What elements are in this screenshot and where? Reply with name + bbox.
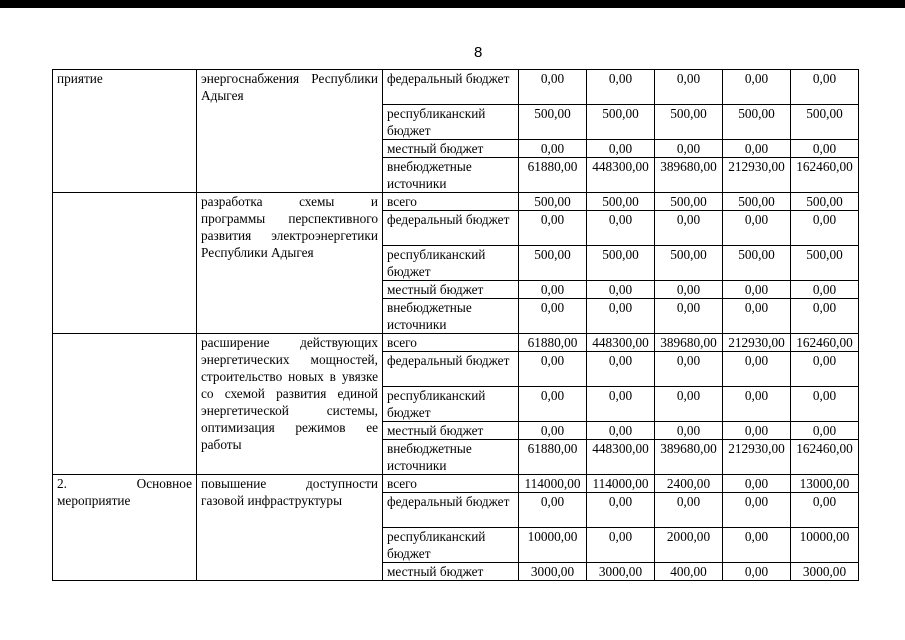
funding-source-cell: всего <box>383 334 519 352</box>
activity-cell <box>53 193 197 334</box>
value-cell: 500,00 <box>587 105 655 140</box>
funding-source-cell: республиканский бюджет <box>383 528 519 563</box>
value-cell: 0,00 <box>791 140 859 158</box>
value-cell: 448300,00 <box>587 334 655 352</box>
value-cell: 162460,00 <box>791 334 859 352</box>
value-cell: 61880,00 <box>519 334 587 352</box>
measure-cell: разработка схемы и программы перспективного развития электроэнергетики Республики Адыгея <box>197 193 383 334</box>
funding-source-cell: местный бюджет <box>383 281 519 299</box>
value-cell: 500,00 <box>519 193 587 211</box>
value-cell: 0,00 <box>587 387 655 422</box>
table-row <box>53 334 859 352</box>
value-cell: 448300,00 <box>587 440 655 475</box>
value-cell: 0,00 <box>723 475 791 493</box>
value-cell: 0,00 <box>655 140 723 158</box>
value-cell: 0,00 <box>519 299 587 334</box>
value-cell: 0,00 <box>723 70 791 105</box>
funding-source-cell: всего <box>383 193 519 211</box>
value-cell: 0,00 <box>791 493 859 528</box>
value-cell: 0,00 <box>587 140 655 158</box>
value-cell: 0,00 <box>655 299 723 334</box>
value-cell: 0,00 <box>519 493 587 528</box>
value-cell: 0,00 <box>587 70 655 105</box>
value-cell: 0,00 <box>723 422 791 440</box>
activity-cell: приятие <box>53 70 197 193</box>
activity-cell <box>53 334 197 475</box>
funding-source-cell: местный бюджет <box>383 140 519 158</box>
value-cell: 500,00 <box>587 193 655 211</box>
value-cell: 10000,00 <box>519 528 587 563</box>
value-cell: 0,00 <box>519 387 587 422</box>
activity-cell: 2. Основное мероприятие <box>53 475 197 581</box>
value-cell: 13000,00 <box>791 475 859 493</box>
funding-source-cell: республиканский бюджет <box>383 105 519 140</box>
funding-source-cell: внебюджетные источники <box>383 158 519 193</box>
value-cell: 0,00 <box>519 70 587 105</box>
value-cell: 0,00 <box>655 387 723 422</box>
value-cell: 162460,00 <box>791 158 859 193</box>
value-cell: 3000,00 <box>791 563 859 581</box>
budget-table <box>52 69 859 581</box>
value-cell: 61880,00 <box>519 158 587 193</box>
value-cell: 0,00 <box>655 352 723 387</box>
value-cell: 389680,00 <box>655 334 723 352</box>
value-cell: 0,00 <box>791 299 859 334</box>
value-cell: 0,00 <box>791 352 859 387</box>
value-cell: 500,00 <box>723 193 791 211</box>
value-cell: 0,00 <box>723 281 791 299</box>
measure-cell: повышение доступности газовой инфраструктуры <box>197 475 383 581</box>
value-cell: 162460,00 <box>791 440 859 475</box>
value-cell: 212930,00 <box>723 334 791 352</box>
value-cell: 0,00 <box>519 211 587 246</box>
value-cell: 0,00 <box>723 528 791 563</box>
value-cell: 0,00 <box>791 422 859 440</box>
page-number: 8 <box>474 44 483 61</box>
table-row <box>53 193 859 211</box>
value-cell: 0,00 <box>655 281 723 299</box>
value-cell: 114000,00 <box>519 475 587 493</box>
value-cell: 389680,00 <box>655 158 723 193</box>
value-cell: 500,00 <box>587 246 655 281</box>
value-cell: 0,00 <box>723 387 791 422</box>
value-cell: 0,00 <box>587 528 655 563</box>
value-cell: 0,00 <box>519 352 587 387</box>
value-cell: 500,00 <box>791 105 859 140</box>
value-cell: 3000,00 <box>587 563 655 581</box>
funding-source-cell: федеральный бюджет <box>383 352 519 387</box>
value-cell: 61880,00 <box>519 440 587 475</box>
value-cell: 2400,00 <box>655 475 723 493</box>
value-cell: 0,00 <box>587 422 655 440</box>
value-cell: 3000,00 <box>519 563 587 581</box>
value-cell: 500,00 <box>519 105 587 140</box>
value-cell: 0,00 <box>791 387 859 422</box>
value-cell: 212930,00 <box>723 158 791 193</box>
value-cell: 0,00 <box>587 211 655 246</box>
value-cell: 500,00 <box>519 246 587 281</box>
funding-source-cell: республиканский бюджет <box>383 387 519 422</box>
value-cell: 500,00 <box>655 105 723 140</box>
value-cell: 500,00 <box>723 246 791 281</box>
value-cell: 500,00 <box>723 105 791 140</box>
value-cell: 448300,00 <box>587 158 655 193</box>
value-cell: 0,00 <box>655 493 723 528</box>
value-cell: 0,00 <box>519 140 587 158</box>
funding-source-cell: местный бюджет <box>383 422 519 440</box>
value-cell: 0,00 <box>587 493 655 528</box>
value-cell: 0,00 <box>723 352 791 387</box>
value-cell: 0,00 <box>723 140 791 158</box>
value-cell: 400,00 <box>655 563 723 581</box>
value-cell: 500,00 <box>655 246 723 281</box>
value-cell: 0,00 <box>791 281 859 299</box>
funding-source-cell: внебюджетные источники <box>383 299 519 334</box>
value-cell: 0,00 <box>655 422 723 440</box>
value-cell: 0,00 <box>587 299 655 334</box>
value-cell: 10000,00 <box>791 528 859 563</box>
value-cell: 0,00 <box>587 281 655 299</box>
value-cell: 114000,00 <box>587 475 655 493</box>
top-border-bar <box>0 0 905 8</box>
table-row <box>53 475 859 493</box>
value-cell: 212930,00 <box>723 440 791 475</box>
funding-source-cell: федеральный бюджет <box>383 70 519 105</box>
table-row <box>53 70 859 105</box>
funding-source-cell: всего <box>383 475 519 493</box>
value-cell: 389680,00 <box>655 440 723 475</box>
funding-source-cell: федеральный бюджет <box>383 211 519 246</box>
value-cell: 0,00 <box>723 563 791 581</box>
funding-source-cell: местный бюджет <box>383 563 519 581</box>
value-cell: 0,00 <box>519 422 587 440</box>
value-cell: 0,00 <box>655 211 723 246</box>
value-cell: 0,00 <box>723 299 791 334</box>
measure-cell: энергоснабжения Республики Адыгея <box>197 70 383 193</box>
value-cell: 2000,00 <box>655 528 723 563</box>
value-cell: 0,00 <box>791 211 859 246</box>
value-cell: 0,00 <box>519 281 587 299</box>
value-cell: 0,00 <box>723 211 791 246</box>
funding-source-cell: республиканский бюджет <box>383 246 519 281</box>
funding-source-cell: федеральный бюджет <box>383 493 519 528</box>
value-cell: 0,00 <box>791 70 859 105</box>
value-cell: 0,00 <box>655 70 723 105</box>
measure-cell: расширение действующих энергетических мощностей, строительство новых в увязке со схемой развития единой энергетической системы, оптимизация режимов ее работы <box>197 334 383 475</box>
funding-source-cell: внебюджетные источники <box>383 440 519 475</box>
value-cell: 500,00 <box>791 193 859 211</box>
value-cell: 500,00 <box>791 246 859 281</box>
value-cell: 500,00 <box>655 193 723 211</box>
value-cell: 0,00 <box>723 493 791 528</box>
value-cell: 0,00 <box>587 352 655 387</box>
